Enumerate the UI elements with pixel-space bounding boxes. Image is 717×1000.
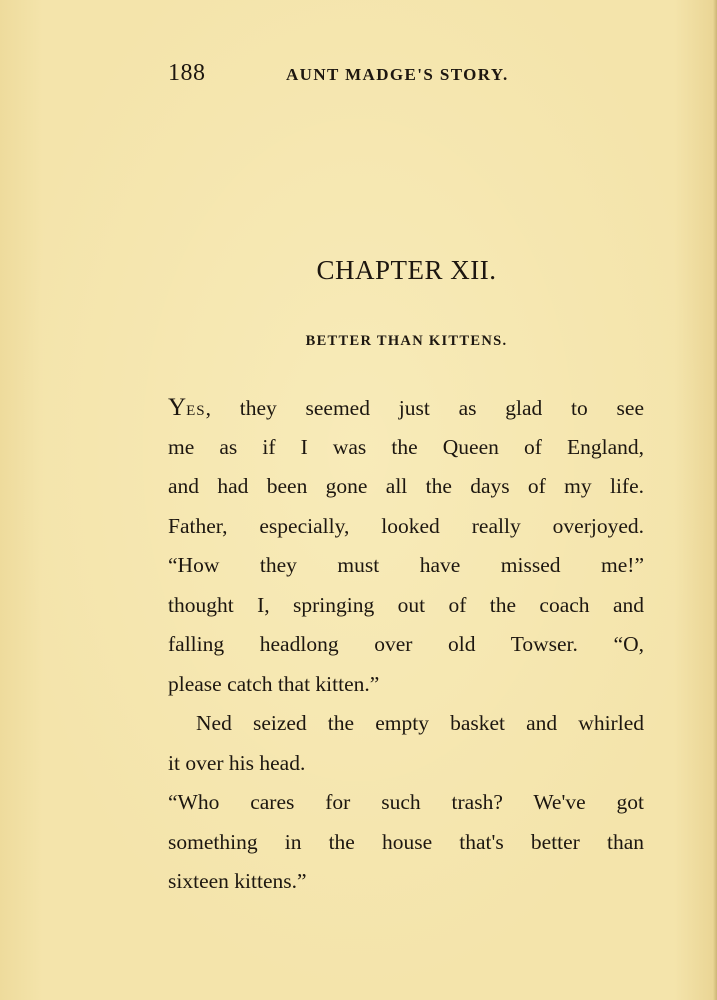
text-line: please catch that kitten.” (168, 671, 380, 696)
body-text (168, 388, 644, 902)
line-text: , they seemed just as glad to see (205, 396, 644, 420)
page-edge-shadow (713, 0, 717, 1000)
text-line: sixteen kittens.” (168, 869, 307, 893)
page-header (168, 60, 643, 90)
text-line: falling headlong over old Towser. “O, (168, 632, 644, 656)
text-line: something in the house that's better than (168, 829, 644, 854)
initial-word-rest: es (186, 396, 206, 420)
text-line: thought I, springing out of the coach and (168, 592, 644, 617)
text-line: it over his head. (168, 750, 306, 775)
running-head: AUNT MADGE'S STORY. (286, 65, 509, 84)
text-line: Ned seized the empty basket and whirled (196, 711, 644, 735)
text-line: Father, especially, looked really overjoyed. (168, 513, 644, 538)
text-line: “Who cares for such trash? We've got (168, 790, 644, 814)
chapter-title: CHAPTER XII. (316, 255, 497, 285)
text-line: and had been gone all the days of my life. (168, 474, 644, 498)
chapter-subtitle: BETTER THAN KITTENS. (305, 333, 508, 349)
text-line (168, 388, 644, 428)
text-line: “How they must have missed me!” (168, 553, 644, 577)
initial-letter: Y (168, 394, 187, 421)
text-line: me as if I was the Queen of England, (168, 434, 644, 459)
page-number: 188 (168, 60, 206, 86)
